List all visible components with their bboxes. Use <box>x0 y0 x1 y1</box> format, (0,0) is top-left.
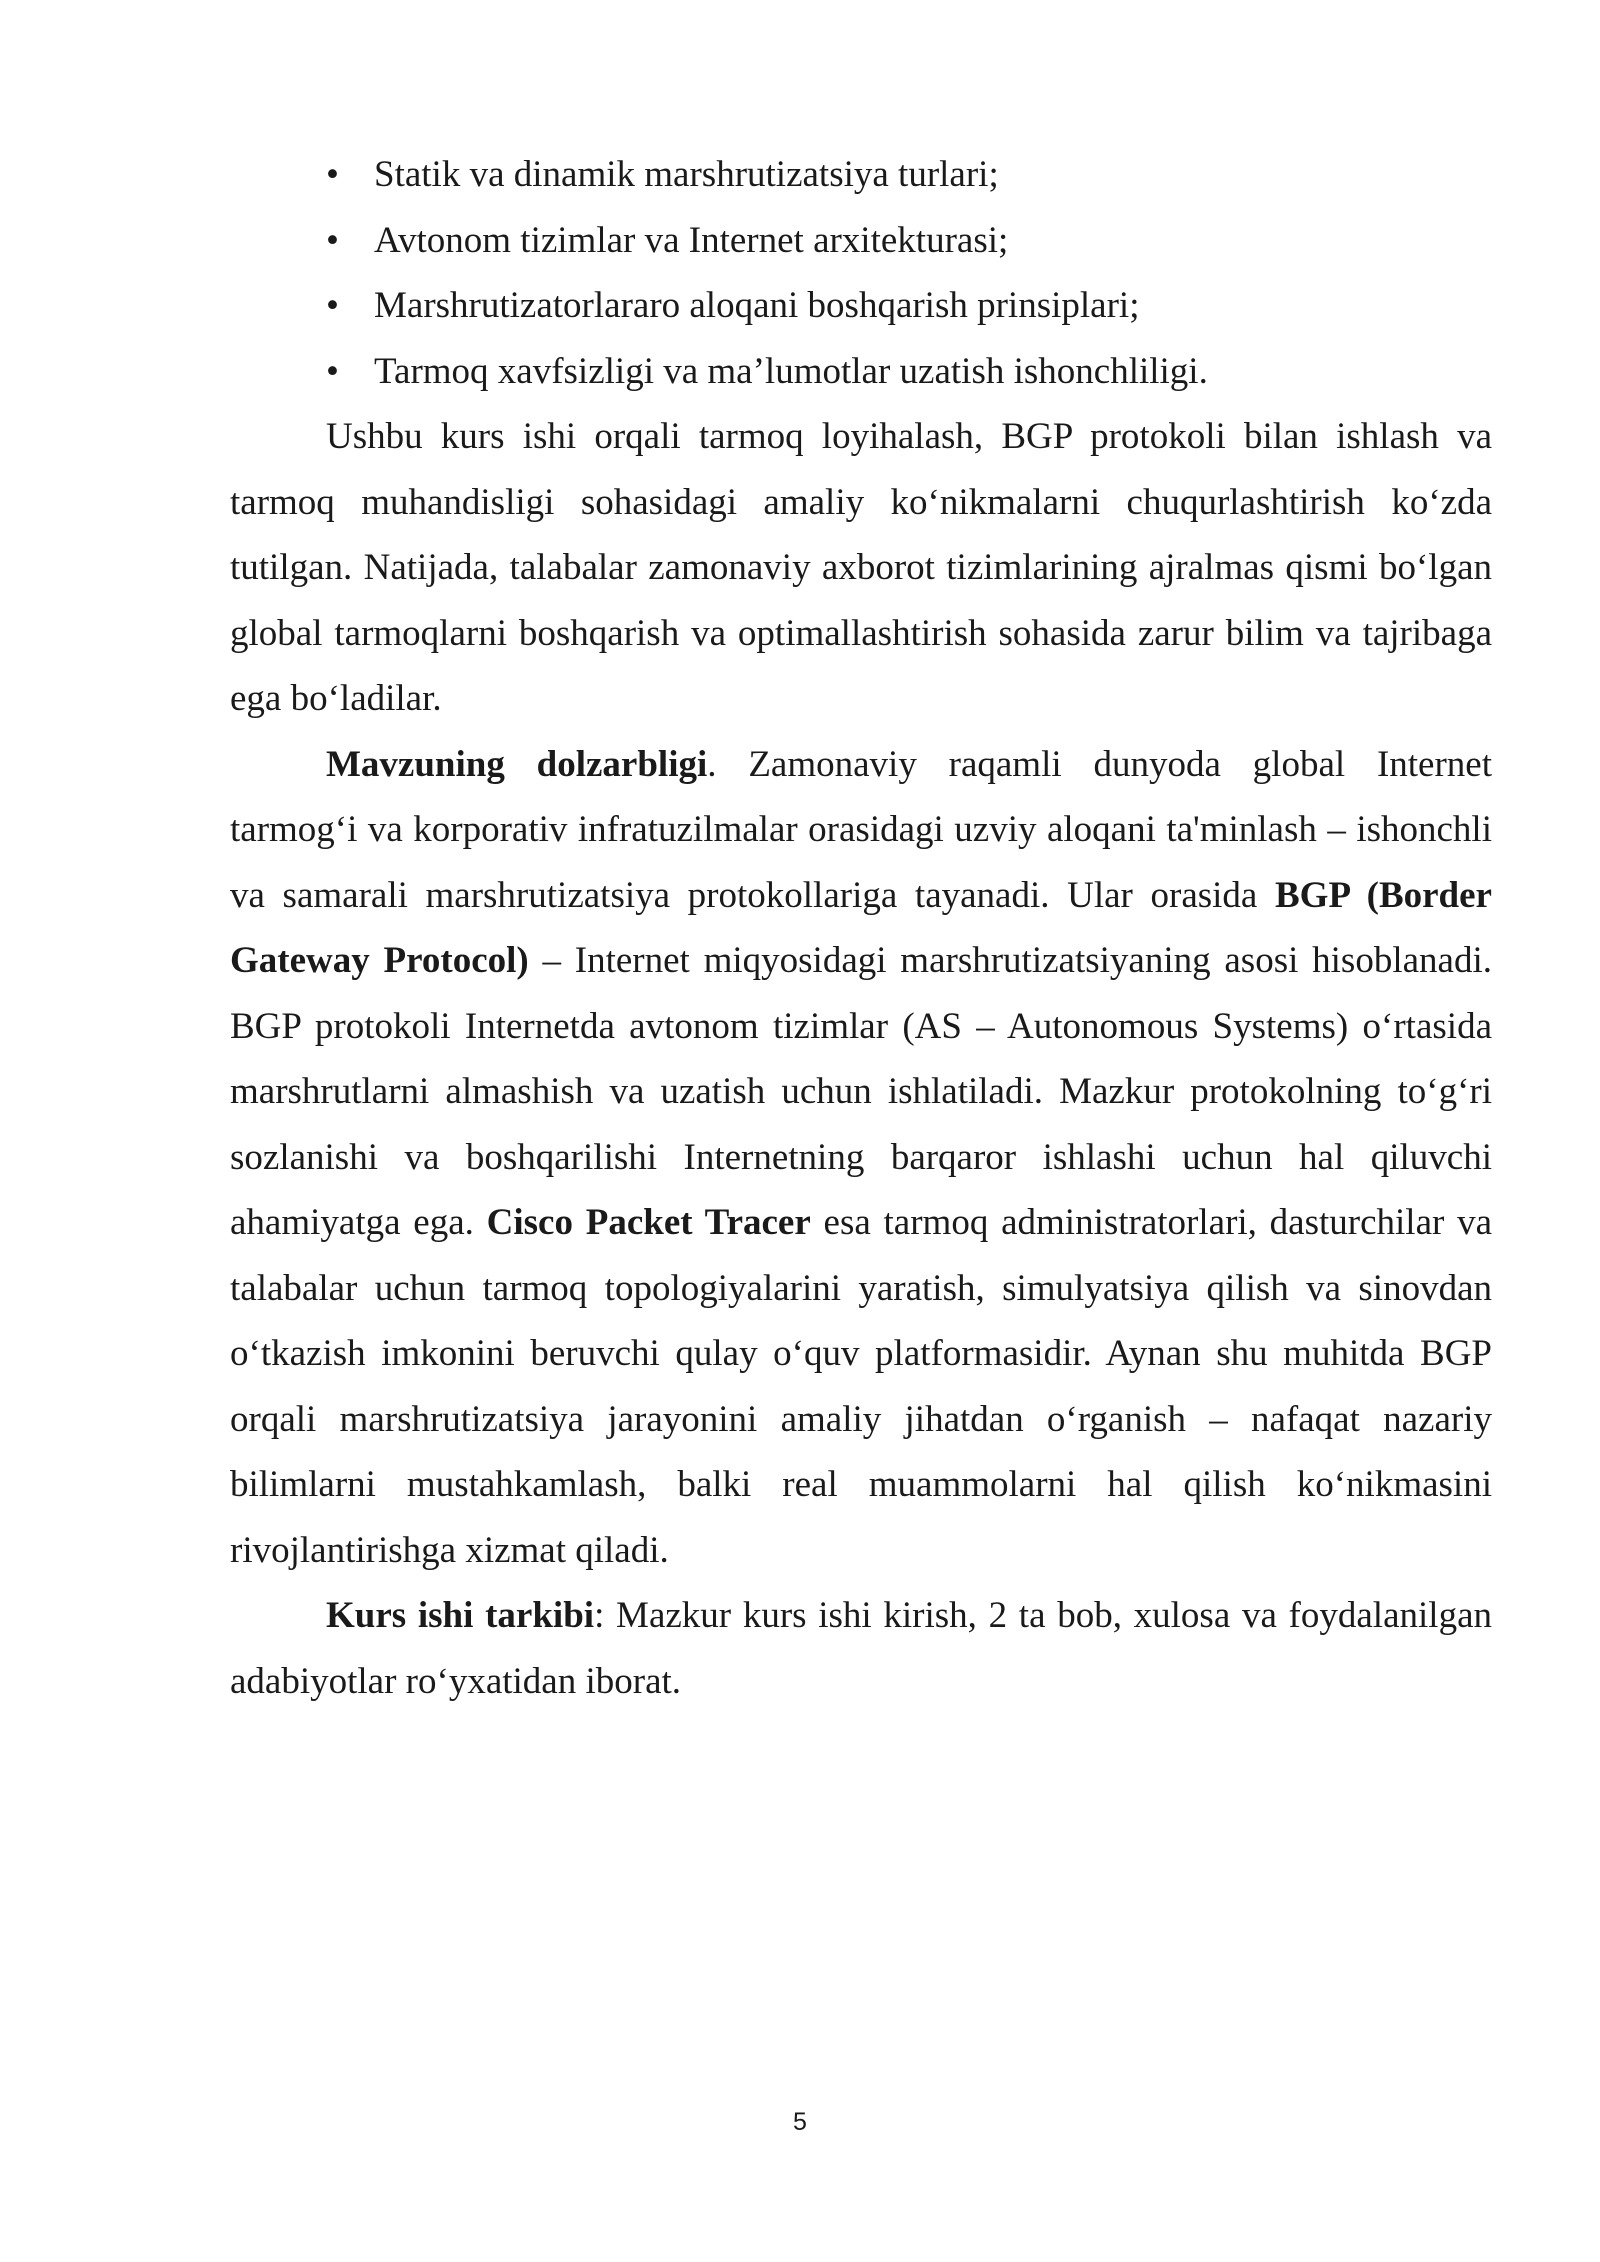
relevance-heading: Mavzuning dolzarbligi <box>326 743 708 785</box>
list-item <box>230 273 1492 339</box>
relevance-text-part-3: esa tarmoq administratorlari, dasturchilar va talabalar uchun tarmoq topologiyalarini yaratish, simulyatsiya qilish va sinovdan oʻtkazish imkonini beruvchi qulay oʻquv platformasidir. Aynan shu muhitda BGP orqali marshrutizatsiya jarayonini amaliy jihatdan oʻrganish – nafaqat nazariy bilimlarni mustahkamlash, balki real muammolarni hal qilish koʻnikmasini rivojlantirishga xizmat qiladi. <box>230 1202 1493 1571</box>
page-body <box>230 142 1492 1714</box>
page-number: 5 <box>793 2108 807 2136</box>
bgp-term: BGP (Border Gateway Protocol) <box>230 874 1492 981</box>
list-item-text: Statik va dinamik marshrutizatsiya turlari; <box>374 154 999 195</box>
list-item-text: Avtonom tizimlar va Internet arxitekturasi; <box>374 219 1009 261</box>
relevance-text-part-2: – Internet miqyosidagi marshrutizatsiyaning asosi hisoblanadi. BGP protokoli Internetda avtonom tizimlar (AS – Autonomous Systems) oʻrtasida marshrutlarni almashish va uzatish uchun ishlatiladi. Mazkur protokolning toʻgʻri sozlanishi va boshqarilishi Internetning barqaror ishlashi uchun hal qiluvchi ahamiyatga ega. <box>230 940 1492 1243</box>
bullet-icon: • <box>326 285 339 326</box>
list-item <box>230 339 1492 405</box>
list-item <box>230 142 1492 208</box>
structure-paragraph <box>230 1583 1492 1714</box>
relevance-text-part-1: . Zamonaviy raqamli dunyoda global Internet tarmogʻi va korporativ infratuzilmalar orasidagi uzviy aloqani ta'minlash – ishonchli va samarali marshrutizatsiya protokollariga tayanadi. Ular orasida <box>230 743 1492 916</box>
list-item-text: Marshrutizatorlararo aloqani boshqarish prinsiplari; <box>374 285 1140 326</box>
intro-paragraph: Ushbu kurs ishi orqali tarmoq loyihalash, BGP protokoli bilan ishlash va tarmoq muhandisligi sohasidagi amaliy koʻnikmalarni chuqurlashtirish koʻzda tutilgan. Natijada, talabalar zamonaviy axborot tizimlarining ajralmas qismi boʻlgan global tarmoqlarni boshqarish va optimallashtirish sohasida zarur bilim va tajribaga ega boʻladilar. <box>230 416 1492 719</box>
list-item-text: Tarmoq xavfsizligi va ma’lumotlar uzatish ishonchliligi. <box>374 350 1208 392</box>
structure-heading: Kurs ishi tarkibi <box>326 1595 595 1636</box>
bullet-icon: • <box>326 350 339 392</box>
bullet-icon: • <box>326 219 339 261</box>
bullet-icon: • <box>326 154 339 195</box>
cisco-term: Cisco Packet Tracer <box>486 1202 811 1243</box>
bullet-list <box>230 142 1492 404</box>
list-item <box>230 208 1492 274</box>
relevance-paragraph <box>230 732 1492 1584</box>
structure-text: : Mazkur kurs ishi kirish, 2 ta bob, xulosa va foydalanilgan adabiyotlar roʻyxatidan iborat. <box>230 1595 1492 1702</box>
